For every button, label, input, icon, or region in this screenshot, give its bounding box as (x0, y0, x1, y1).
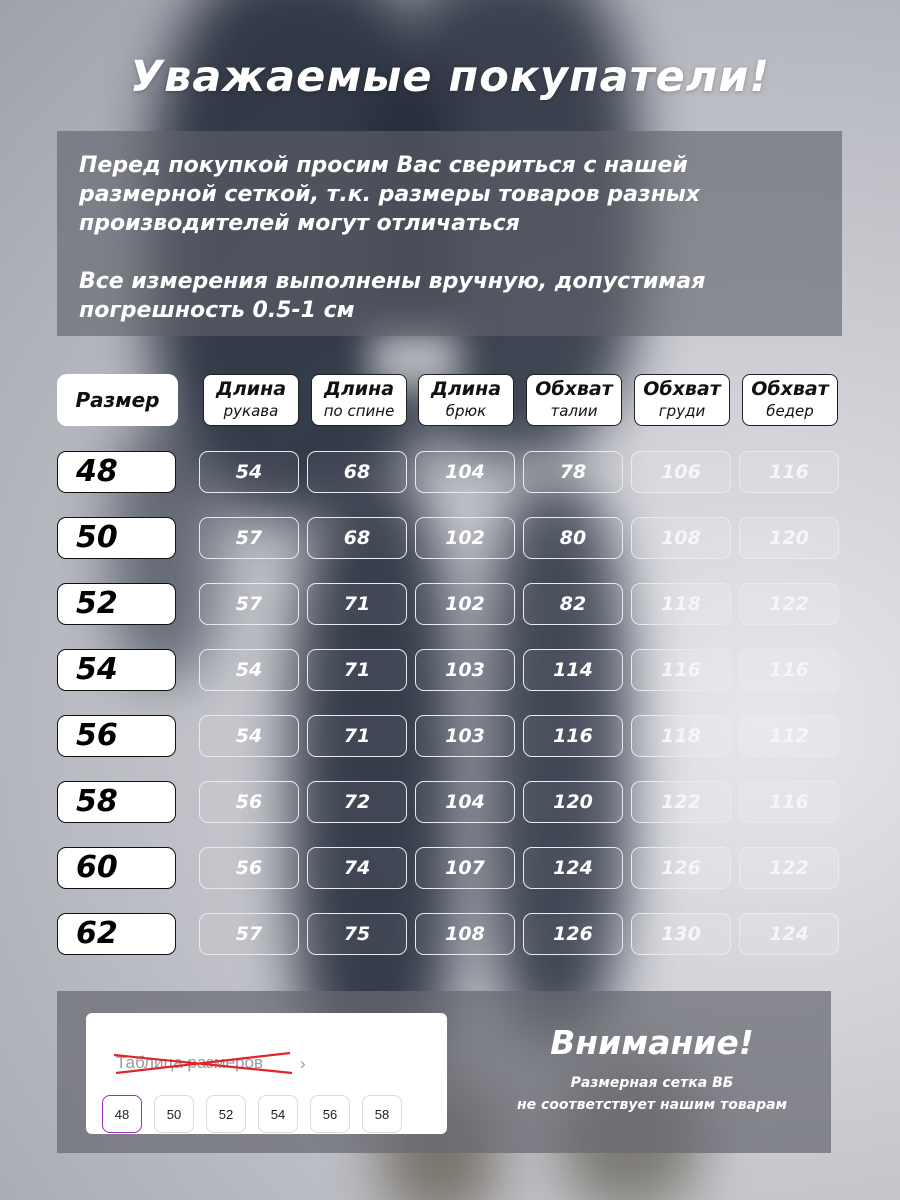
page-title: Уважаемые покупатели! (129, 52, 771, 102)
measurement-cell: 71 (307, 715, 407, 757)
column-header-5 (634, 374, 730, 426)
measurement-cell: 118 (631, 583, 731, 625)
measurement-cell: 124 (523, 847, 623, 889)
measurement-cell: 107 (415, 847, 515, 889)
column-header-6 (742, 374, 838, 426)
measurement-cell: 54 (199, 649, 299, 691)
measurement-cell: 124 (739, 913, 839, 955)
wb-size-table-title: Таблица размеров (116, 1053, 263, 1072)
measurement-cell: 122 (739, 847, 839, 889)
measurement-cell: 130 (631, 913, 731, 955)
measurement-cell: 120 (739, 517, 839, 559)
measurement-cell: 68 (307, 517, 407, 559)
chevron-right-icon: › (300, 1054, 306, 1073)
measurement-cell: 106 (631, 451, 731, 493)
measurement-cell: 72 (307, 781, 407, 823)
column-header-subtitle: рукава (223, 402, 279, 420)
wb-size-chip[interactable]: 56 (310, 1095, 350, 1133)
measurement-cell: 103 (415, 715, 515, 757)
size-label: 56 (57, 715, 176, 757)
attention-text (487, 1072, 817, 1116)
size-label: 50 (57, 517, 176, 559)
column-header-subtitle: брюк (445, 402, 487, 420)
notice-panel (57, 131, 842, 336)
wb-size-chip[interactable]: 48 (102, 1095, 142, 1133)
measurement-cell: 102 (415, 583, 515, 625)
measurement-cell: 102 (415, 517, 515, 559)
attention-line-1: Размерная сетка ВБ (570, 1075, 734, 1091)
attention-title: Внимание! (550, 1023, 754, 1062)
measurement-cell: 114 (523, 649, 623, 691)
column-header-title: Длина (323, 378, 395, 400)
measurement-cell: 116 (739, 451, 839, 493)
measurement-cell: 103 (415, 649, 515, 691)
measurement-cell: 82 (523, 583, 623, 625)
measurement-cell: 57 (199, 583, 299, 625)
column-header-subtitle: по спине (323, 402, 395, 420)
measurement-cell: 116 (739, 649, 839, 691)
column-header-subtitle: груди (658, 402, 706, 420)
column-header-subtitle: бедер (766, 402, 814, 420)
measurement-cell: 122 (739, 583, 839, 625)
measurement-cell: 71 (307, 649, 407, 691)
measurement-cell: 71 (307, 583, 407, 625)
measurement-cell: 74 (307, 847, 407, 889)
column-header-2 (311, 374, 407, 426)
column-header-subtitle: талии (550, 402, 598, 420)
attention-line-2: не соответствует нашим товарам (516, 1097, 788, 1113)
column-header-title: Длина (215, 378, 287, 400)
measurement-cell: 118 (631, 715, 731, 757)
wb-size-chip[interactable]: 52 (206, 1095, 246, 1133)
measurement-cell: 75 (307, 913, 407, 955)
wb-size-chip[interactable]: 50 (154, 1095, 194, 1133)
measurement-cell: 56 (199, 847, 299, 889)
measurement-cell: 112 (739, 715, 839, 757)
size-label: 52 (57, 583, 176, 625)
wb-size-chip[interactable]: 58 (362, 1095, 402, 1133)
measurement-cell: 57 (199, 913, 299, 955)
measurement-cell: 104 (415, 451, 515, 493)
measurement-cell: 126 (631, 847, 731, 889)
size-label: 48 (57, 451, 176, 493)
column-header-title: Длина (430, 378, 502, 400)
size-label: 54 (57, 649, 176, 691)
measurement-cell: 116 (739, 781, 839, 823)
strikethrough-icon (112, 1043, 294, 1083)
column-header-title: Обхват (643, 378, 721, 400)
measurement-cell: 56 (199, 781, 299, 823)
measurement-cell: 80 (523, 517, 623, 559)
column-header-title: Обхват (535, 378, 613, 400)
measurement-cell: 68 (307, 451, 407, 493)
size-column-header: Размер (57, 374, 178, 426)
measurement-cell: 78 (523, 451, 623, 493)
column-header-4 (526, 374, 622, 426)
measurement-cell: 116 (523, 715, 623, 757)
measurement-cell: 108 (415, 913, 515, 955)
measurement-cell: 122 (631, 781, 731, 823)
column-header-3 (418, 374, 514, 426)
column-header-1 (203, 374, 299, 426)
measurement-cell: 54 (199, 451, 299, 493)
wb-size-card (86, 1013, 447, 1134)
size-label: 60 (57, 847, 176, 889)
size-label: 62 (57, 913, 176, 955)
measurement-cell: 120 (523, 781, 623, 823)
notice-text-1: Перед покупкой просим Вас свериться с нашей размерной сеткой, т.к. размеры товаров разных производителей могут отличаться (79, 153, 700, 236)
measurement-cell: 126 (523, 913, 623, 955)
wb-size-chip[interactable]: 54 (258, 1095, 298, 1133)
measurement-cell: 116 (631, 649, 731, 691)
bottom-panel (57, 991, 831, 1153)
measurement-cell: 54 (199, 715, 299, 757)
measurement-cell: 57 (199, 517, 299, 559)
measurement-cell: 104 (415, 781, 515, 823)
size-label: 58 (57, 781, 176, 823)
notice-text-2: Все измерения выполнены вручную, допустимая погрешность 0.5-1 см (79, 269, 706, 323)
column-header-title: Обхват (751, 378, 829, 400)
measurement-cell: 108 (631, 517, 731, 559)
